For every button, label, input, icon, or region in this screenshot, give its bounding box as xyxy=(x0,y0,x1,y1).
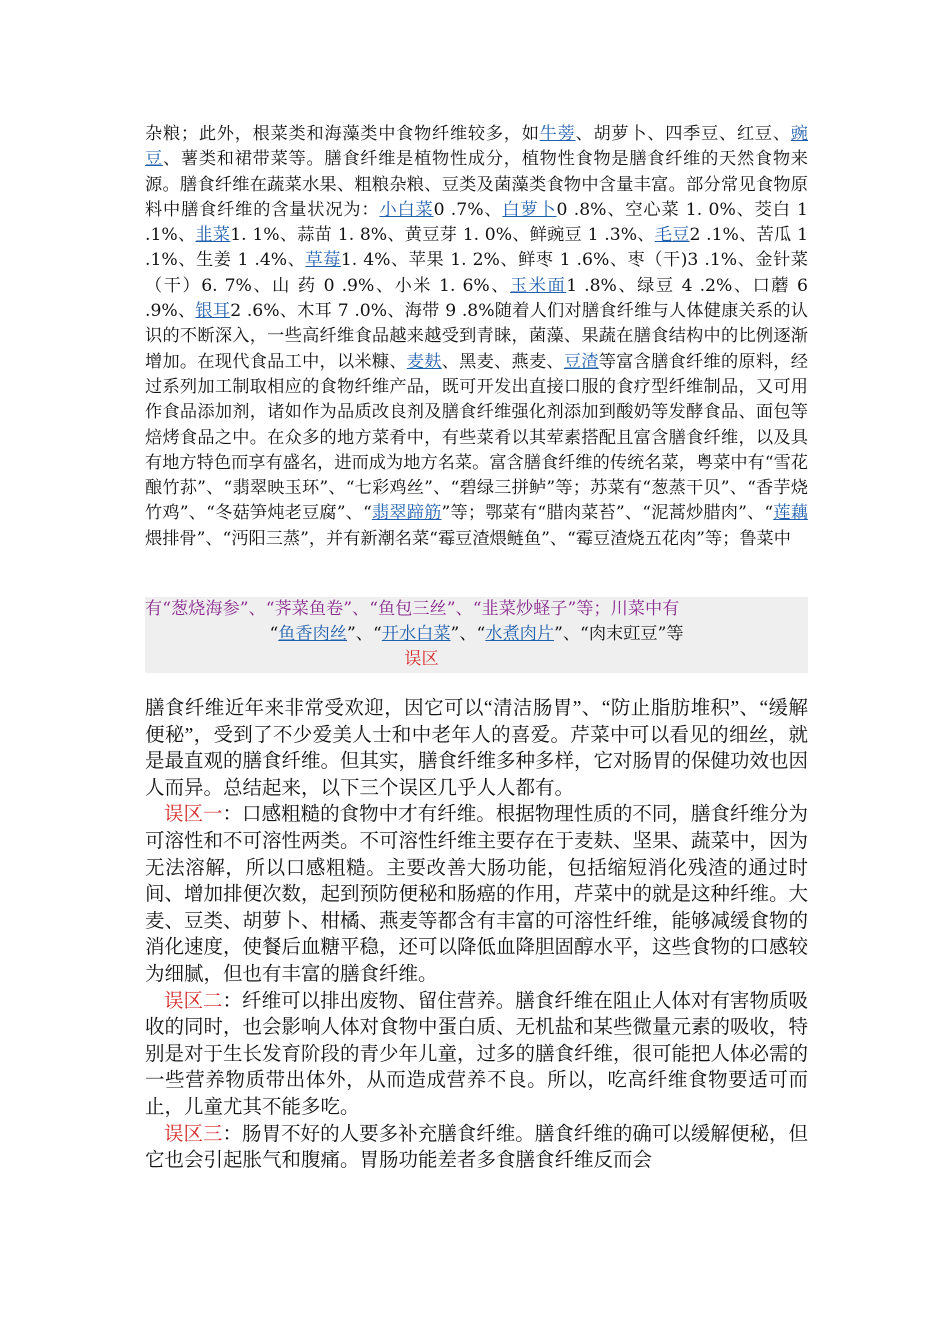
link-douzha[interactable]: 豆渣 xyxy=(563,351,599,372)
text-run: ”等；鄂菜有“腊肉菜苔”、“泥蒿炒腊肉”、“ xyxy=(441,503,774,524)
text-run: 2 .6%、木耳 7 .0%、海带 9 .8%随着人们对膳食纤维与人体健康关系的认识的不断深入，一些高纤维食品越来越受到青睐，菌藻、果蔬在膳食结构中的比例逐渐增加。在现代食品工中，以米糠、 xyxy=(145,301,808,372)
paragraph-intro: 膳食纤维近年来非常受欢迎，因它可以“清洁肠胃”、“防止脂肪堆积”、“缓解便秘”，受到了不少爱美人士和中老年人的喜爱。芹菜中可以看见的细丝，就是最直观的膳食纤维。但其实，膳食纤维多种多样，它对肠胃的保健功效也因人而异。总结起来，以下三个误区几乎人人都有。 xyxy=(145,698,809,799)
link-maifu[interactable]: 麦麸 xyxy=(406,351,442,372)
link-kaishui-baicai[interactable]: 开水白菜 xyxy=(381,624,451,644)
link-xiaobaicai[interactable]: 小白菜 xyxy=(379,199,434,220)
misconception-2-label: 误区二 xyxy=(164,990,223,1012)
misconception-1-label: 误区一 xyxy=(164,804,223,826)
text-run: 、薯类和裙带菜等。膳食纤维是植物性成分，植物性食物是膳食纤维的天然食物来源。膳食纤维在蔬菜水果、粗粮杂粮、豆类及菌藻类食物中含量丰富。部分常见食物原料中膳食纤维的含量状况为： xyxy=(145,149,808,220)
text-run: 、胡萝卜、四季豆、红豆、 xyxy=(575,124,791,144)
misconception-2-text: ：纤维可以排出废物、留住营养。膳食纤维在阻止人体对有害物质吸收的同时，也会影响人体对食物中蛋白质、无机盐和某些微量元素的吸收，特别是对于生长发育阶段的青少年儿童，过多的膳食纤维，很可能把人体必需的一些营养物质带出体外，从而造成营养不良。所以，吃高纤维食物要适可而止，儿童尤其不能多吃。 xyxy=(145,990,809,1118)
link-lianou[interactable]: 莲藕 xyxy=(773,503,808,524)
text-run: 杂粮；此外，根菜类和海藻类中食物纤维较多，如 xyxy=(145,124,540,144)
text-run: ”、“ xyxy=(347,624,382,644)
link-wandou[interactable]: 豌豆 xyxy=(145,124,808,170)
text-run: ”、“ xyxy=(450,624,486,644)
link-yumimian[interactable]: 玉米面 xyxy=(510,275,567,296)
link-maodou[interactable]: 毛豆 xyxy=(654,225,690,246)
link-feicui-tijin[interactable]: 翡翠蹄筋 xyxy=(371,503,442,524)
text-run: 0 .7%、 xyxy=(433,199,503,220)
text-run: 2 .1%、苦瓜 1 .1%、生姜 1 .4%、 xyxy=(145,225,809,271)
text-run: ”、“肉末豇豆”等 xyxy=(554,624,684,644)
text-run: 1. 1%、蒜苗 1. 8%、黄豆芽 1. 0%、鲜豌豆 1 .3%、 xyxy=(230,225,655,246)
link-caomei[interactable]: 草莓 xyxy=(305,250,341,271)
link-niubang[interactable]: 牛蒡 xyxy=(539,124,576,144)
text-run: 1 .8%、绿豆 4 .2%、口蘑 6 .9%、 xyxy=(145,275,808,322)
band-line-sichuan-dishes xyxy=(145,622,808,647)
link-jiucai[interactable]: 韭菜 xyxy=(195,225,231,246)
paragraph-misconception-2 xyxy=(145,989,808,1122)
band-line-shandong-sichuan: 有“葱烧海参”、“荠菜鱼卷”、“鱼包三丝”、“韭菜炒蛏子”等；川菜中有 xyxy=(145,599,680,619)
text-run: “ xyxy=(269,624,279,644)
text-run: 1. 4%、苹果 1. 2%、鲜枣 1 .6%、枣（干)3 .1%、金针菜（干）6. 7%、山 药 0 .9%、小米 1. 6%、 xyxy=(145,250,808,296)
link-yiner[interactable]: 银耳 xyxy=(195,301,231,322)
link-yuxiang-rousi[interactable]: 鱼香肉丝 xyxy=(278,624,347,644)
paragraph-fiber-sources xyxy=(145,122,808,552)
text-run: 煨排骨”、“沔阳三蒸”，并有新潮名菜“霉豆渣煨鲢鱼”、“霉豆渣烧五花肉”等；鲁菜中 xyxy=(145,528,791,549)
text-run: 、黑麦、燕麦、 xyxy=(441,351,564,372)
misconceptions-section xyxy=(145,696,808,1175)
text-run: 0 .8%、空心菜 1. 0%、茭白 1 .1%、 xyxy=(145,199,808,246)
paragraph-misconception-1 xyxy=(145,802,808,988)
misconception-1-text: ：口感粗糙的食物中才有纤维。根据物理性质的不同，膳食纤维分为可溶性和不可溶性两类。不可溶性纤维主要存在于麦麸、坚果、蔬菜中，因为无法溶解，所以口感粗糙。主要改善大肠功能，包括缩短消化残渣的通过时间、增加排便次数，起到预防便秘和肠癌的作用，芹菜中的就是这种纤维。大麦、豆类、胡萝卜、柑橘、燕麦等都含有丰富的可溶性纤维，能够减缓食物的消化速度，使餐后血糖平稳，还可以降低血降胆固醇水平，这些食物的口感较为细腻，但也有丰富的膳食纤维。 xyxy=(145,804,809,985)
text-run: 等富含膳食纤维的原料，经过系列加工制取相应的食物纤维产品，既可开发出直接口服的食疗型纤维制品，又可用作食品添加剂，诸如作为品质改良剂及膳食纤维强化剂添加到酸奶等发酵食品、面包等焙烤食品之中。在众多的地方菜肴中，有些菜肴以其荤素搭配且富含膳食纤维，以及具有地方特色而享有盛名，进而成为地方名菜。富含膳食纤维的传统名菜，粤菜中有“雪花酿竹荪”、“翡翠映玉环”、“七彩鸡丝”、“碧绿三拼鲈”等；苏菜有“葱蒸干贝”、“香芋烧竹鸡”、“冬菇笋炖老豆腐”、“ xyxy=(145,351,808,524)
paragraph-misconception-3 xyxy=(145,1122,808,1175)
section-heading-misconceptions: 误区 xyxy=(404,649,439,669)
link-shuizhu-roupian[interactable]: 水煮肉片 xyxy=(485,624,555,644)
misconception-3-label: 误区三 xyxy=(164,1123,223,1145)
link-bailuobo[interactable]: 白萝卜 xyxy=(502,199,557,220)
misconception-3-text: ：肠胃不好的人要多补充膳食纤维。膳食纤维的确可以缓解便秘，但它也会引起胀气和腹痛。胃肠功能差者多食膳食纤维反而会 xyxy=(145,1123,808,1172)
